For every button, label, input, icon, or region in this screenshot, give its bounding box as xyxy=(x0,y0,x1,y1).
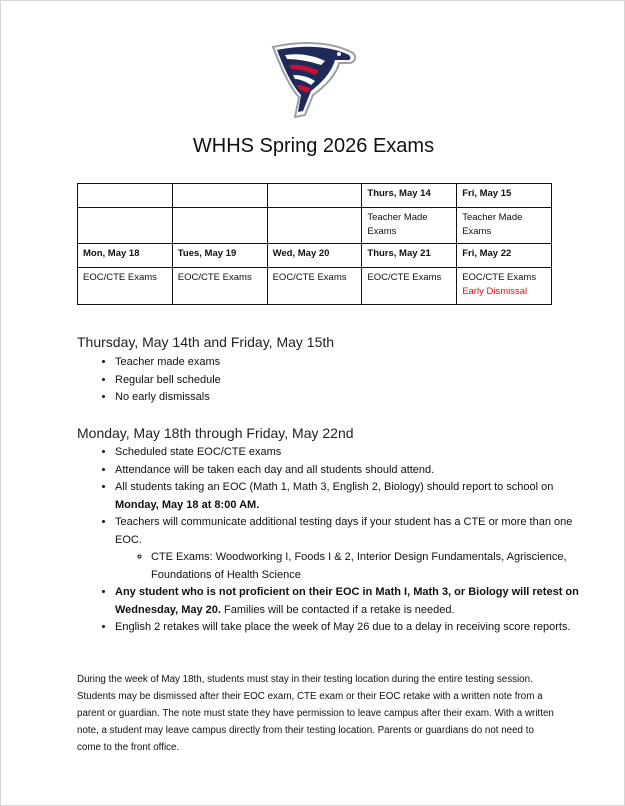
table-cell: Thurs, May 21 xyxy=(362,244,457,268)
table-row xyxy=(78,244,552,268)
table-cell: EOC/CTE Exams xyxy=(78,268,173,305)
table-cell xyxy=(78,208,173,244)
report-date-text: Monday, May 18 at 8:00 AM. xyxy=(115,498,260,511)
dismissal-note-paragraph: During the week of May 18th, students must stay in their testing location during the entire testing session. Students may be dismissed after their EOC exam, CTE exam or their EOC retake with a written note from a parent or guardian. The note must state they have permission to leave campus after their exam. With a written note, a student may leave campus directly from their testing location. Parents or guardians do not need to come to the front office. xyxy=(77,674,554,753)
table-cell: Teacher Made Exams xyxy=(362,208,457,244)
table-cell xyxy=(172,184,267,208)
table-cell xyxy=(267,184,362,208)
list-item: • No early dismissals xyxy=(115,389,585,407)
retest-notice-text: Any student who is not proficient on their EOC in Math I, Math 3, or Biology will retest on Wednesday, May 20. xyxy=(115,586,579,616)
exam-type-label: EOC/CTE Exams xyxy=(462,272,537,283)
table-row xyxy=(78,184,552,208)
table-row xyxy=(78,208,552,244)
table-cell xyxy=(457,268,552,305)
table-cell xyxy=(78,184,173,208)
list-item xyxy=(115,584,585,619)
falcon-logo-icon xyxy=(269,39,359,119)
table-cell: EOC/CTE Exams xyxy=(267,268,362,305)
section-heading-week2: Monday, May 18th through Friday, May 22nd xyxy=(77,425,354,441)
table-cell: Teacher Made Exams xyxy=(457,208,552,244)
list-item xyxy=(115,514,585,584)
table-row xyxy=(78,268,552,305)
table-cell xyxy=(172,208,267,244)
table-cell: Fri, May 15 xyxy=(457,184,552,208)
list-item-text: Families will be contacted if a retake is needed. xyxy=(220,603,455,616)
early-dismissal-label: Early Dismissal xyxy=(462,286,528,297)
table-cell: Mon, May 18 xyxy=(78,244,173,268)
list-item: • Teacher made exams xyxy=(115,354,585,372)
table-cell: Fri, May 22 xyxy=(457,244,552,268)
list-item-text: Teachers will communicate additional testing days if your student has a CTE or more than one EOC. xyxy=(115,516,573,546)
list-item-text: All students taking an EOC (Math 1, Math 3, English 2, Biology) should report to school on xyxy=(115,481,554,493)
list-item xyxy=(115,479,585,514)
cte-sublist xyxy=(115,549,585,584)
list-item: ◦ CTE Exams: Woodworking I, Foods I & 2, Interior Design Fundamentals, Agriscience, Foundations of Health Science xyxy=(151,549,585,584)
page-title: WHHS Spring 2026 Exams xyxy=(192,135,435,157)
section-heading-week1: Thursday, May 14th and Friday, May 15th xyxy=(77,334,335,350)
table-cell: EOC/CTE Exams xyxy=(172,268,267,305)
list-item: • Regular bell schedule xyxy=(115,372,585,390)
list-item: • Attendance will be taken each day and all students should attend. xyxy=(115,462,585,480)
table-cell: Thurs, May 14 xyxy=(362,184,457,208)
list-item: • Scheduled state EOC/CTE exams xyxy=(115,444,585,462)
week2-list xyxy=(77,444,585,637)
exam-schedule-table xyxy=(77,183,552,305)
list-item: • English 2 retakes will take place the week of May 26 due to a delay in receiving score reports. xyxy=(115,619,585,637)
week1-list xyxy=(77,354,585,407)
table-cell: Wed, May 20 xyxy=(267,244,362,268)
table-cell: EOC/CTE Exams xyxy=(362,268,457,305)
table-cell: Tues, May 19 xyxy=(172,244,267,268)
table-cell xyxy=(267,208,362,244)
